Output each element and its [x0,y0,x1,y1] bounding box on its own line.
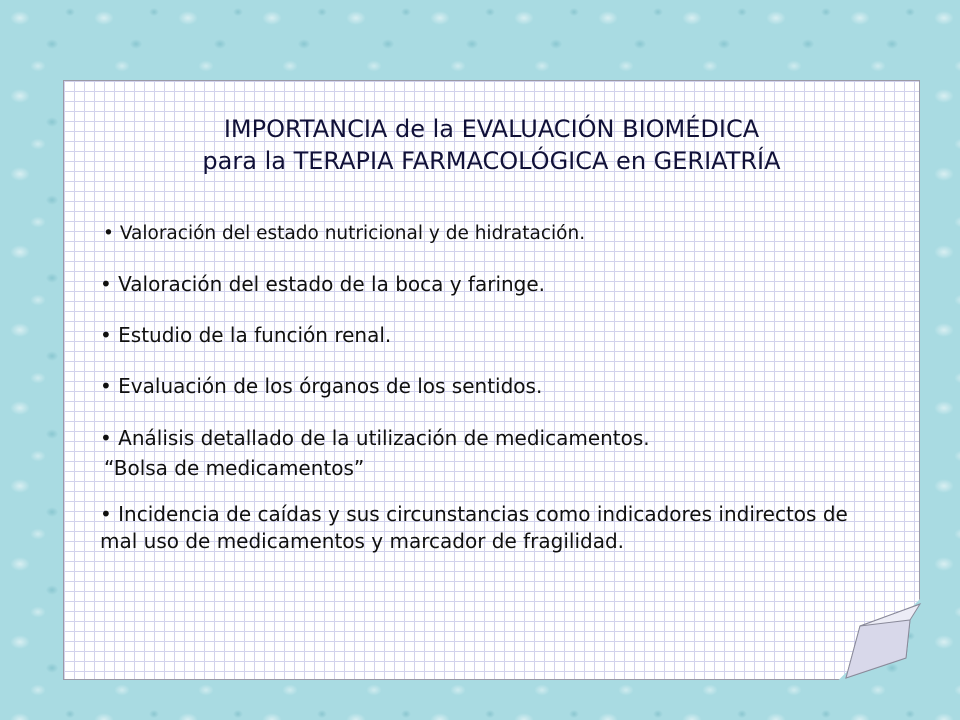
bullet-text: Análisis detallado de la utilización de medicamentos. [118,426,650,450]
bullet-marker: • [100,426,112,450]
bullet-continuation: “Bolsa de medicamentos” [104,456,365,480]
bullet-item [100,220,890,247]
bullet-item [100,501,890,555]
bullet-text: Estudio de la función renal. [118,323,392,347]
bullet-item [100,271,890,298]
bullet-marker: • [100,323,112,347]
page-curl-corner [840,598,924,682]
bullet-marker: • [100,502,112,526]
bullet-marker: • [100,272,112,296]
bullet-list [100,220,890,555]
slide-title-line-2: para la TERAPIA FARMACOLÓGICA en GERIATRÍA [202,147,781,175]
bullet-text: Valoración del estado nutricional y de hidratación. [119,223,586,244]
bullet-text: Valoración del estado de la boca y faringe. [118,272,546,296]
bullet-item [100,322,890,349]
bullet-marker: • [103,223,114,244]
slide-title [63,113,920,177]
bullet-marker: • [100,374,112,398]
bullet-text: Incidencia de caídas y sus circunstancias como indicadores indirectos de mal uso de medicamentos y marcador de fragilidad. [100,502,848,553]
bullet-text: Evaluación de los órganos de los sentidos. [118,374,543,398]
bullet-item [100,373,890,400]
slide-title-line-1: IMPORTANCIA de la EVALUACIÓN BIOMÉDICA [223,115,760,143]
bullet-item [100,423,890,483]
